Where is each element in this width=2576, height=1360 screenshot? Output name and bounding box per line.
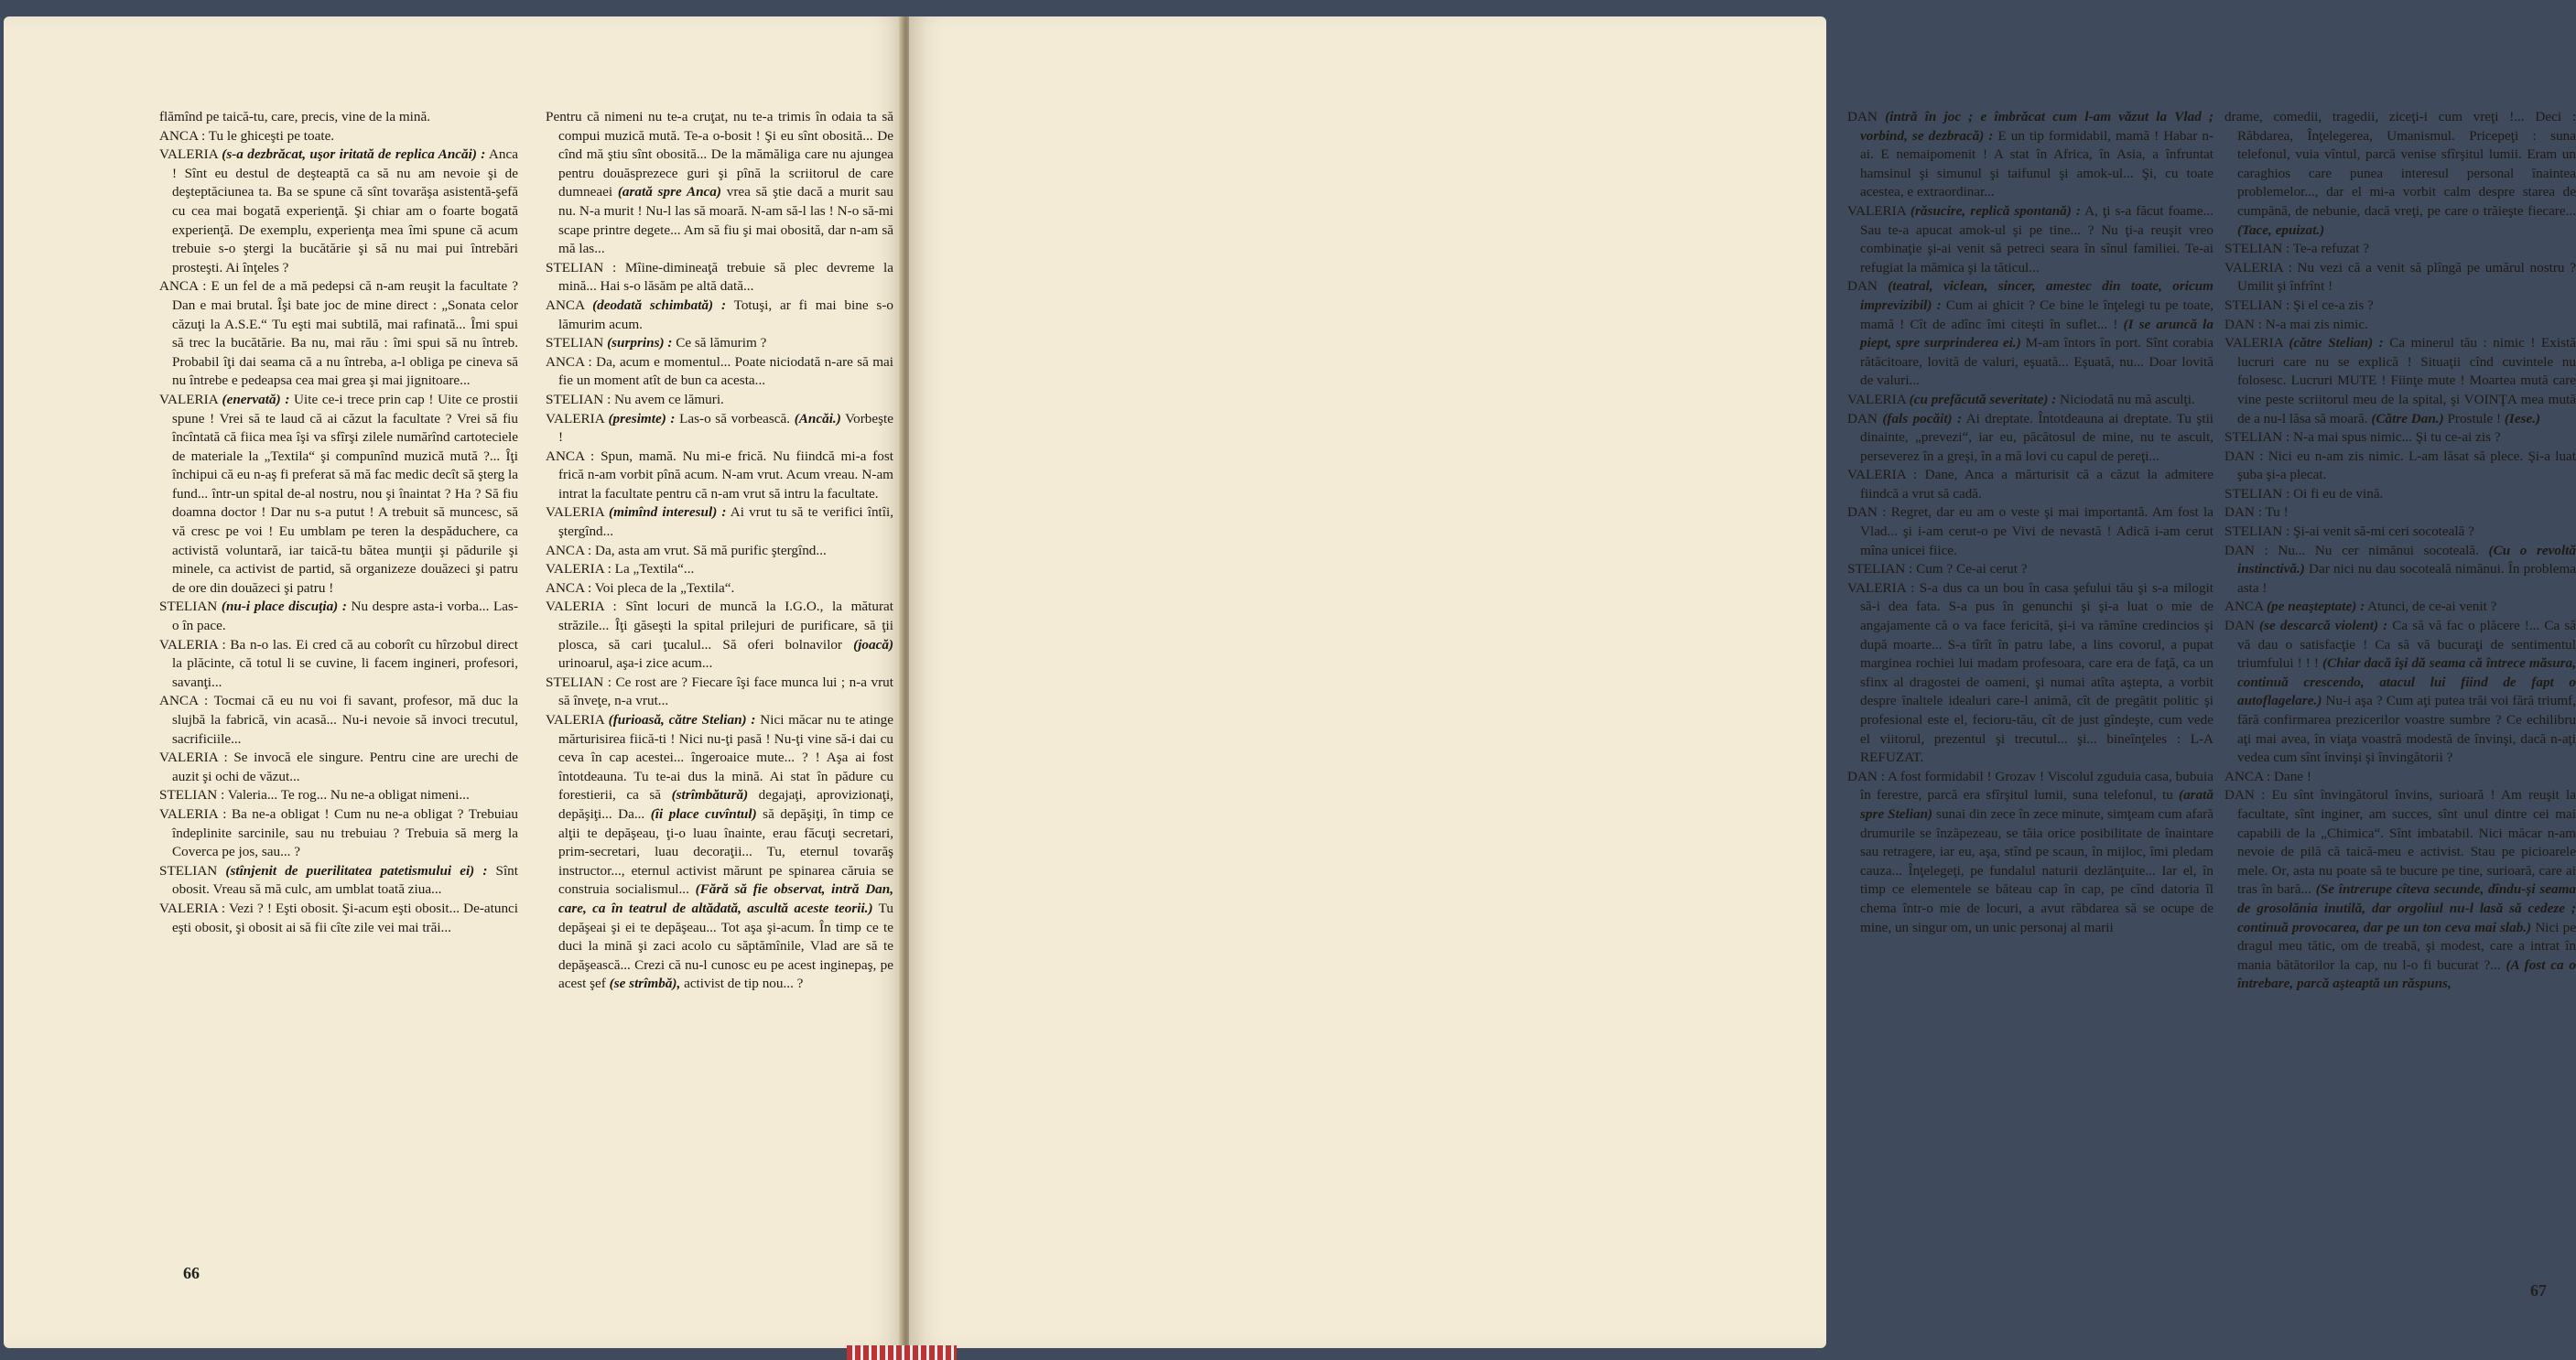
dialogue-text: ANCA : Tu le ghiceşti pe toate. [159,127,335,144]
dialogue-text: DAN : Regret, dar eu am o veste şi mai importantă. Am fost la Vlad... şi i-am cerut-o pe Vivi de nevastă ! Adică i-am cerut mîna unicei fiice. [1847,504,2213,558]
dialogue-text: DAN [1847,410,1883,426]
dialogue-paragraph [546,391,893,410]
stage-direction: (Se întrerupe cîteva secunde, dîndu-şi seama de grosolănia inutilă, dar orgoliul nu-l lasă să cedeze ; continuă provocarea, dar pe un ton ceva mai slab.) [2237,881,2576,935]
dialogue-text: ANCA [2224,599,2267,615]
stage-direction: (Chiar dacă îşi dă seama că întrece măsura, continuă crescendo, atacul lui fiind de fapt o autoflagelare.) [2237,655,2576,709]
stage-direction: (mimînd interesul) : [609,504,727,521]
dialogue-paragraph [546,598,893,673]
dialogue-text: ANCA : E un fel de a mă pedepsi că n-am reuşit la facultate ? Dan e mai brutal. Îşi bate joc de mine direct : „Sonata celor căzuţi la A.S.E.“ Tu eşti mai subtilă, mai rafinată... Îmi spui să trec la bucătărie. Ba nu, mai rău : îmi spui să nu întreb. Probabil îţi dai seama că a nu întreba, a-l obliga pe cineva să nu întrebe e pedeapsa cea mai grea şi mai jignitoare... [159,278,518,389]
dialogue-text: VALERIA : Sînt locuri de muncă la I.G.O., la măturat străzile... Îţi găseşti la spital prilejuri de purificare, să ţii plosca, să cari ţucalul... Să oferi bolnavilor [546,599,893,653]
dialogue-text: STELIAN [546,335,608,351]
dialogue-paragraph [546,448,893,504]
stage-direction: (enervată) : [222,391,290,407]
dialogue-text: ANCA : Da, asta am vrut. Să mă purific ştergînd... [546,542,827,558]
left-page [4,16,904,1348]
dialogue-paragraph [546,410,893,448]
dialogue-text: vrea să ştie dacă a murit sau nu. N-a murit ! Nu-l las să moară. N-am să-l las ! N-o să-mi scape printre degete... Am să fiu şi mai obosită, dar n-am să mă las... [558,184,893,257]
stage-direction: (se descarcă violent) : [2259,618,2388,634]
stage-direction: (arată spre Stelian) [1860,787,2213,822]
page-number-left: 66 [183,1264,200,1282]
left-column-1 [159,108,518,937]
dialogue-text: STELIAN : Valeria... Te rog... Nu ne-a obligat nimeni... [159,787,470,804]
dialogue-paragraph [2224,523,2576,542]
dialogue-paragraph [2224,428,2576,448]
dialogue-text: VALERIA [546,712,609,728]
dialogue-text: VALERIA : Vezi ? ! Eşti obosit. Şi-acum eşti obosit... De-atunci eşti obosit, şi obosit ai să fii cîte zile vei mai trăi... [159,900,518,935]
dialogue-paragraph [1847,391,2213,410]
dialogue-text: Las-o să vorbească. [675,410,795,426]
dialogue-text: urinoarul, aşa-i zice acum... [558,655,713,672]
dialogue-text: STELIAN : Mîine-dimineaţă trebuie să plec devreme la mină... Hai s-o lăsăm pe altă dată... [546,259,893,295]
dialogue-text: ANCA : Dane ! [2224,768,2311,784]
stage-direction: (surprins) : [607,335,673,351]
dialogue-paragraph [1847,277,2213,391]
dialogue-text: Ai dreptate. Întotdeauna ai dreptate. Tu ştii dinainte, „prevezi“, iar eu, păcătosul de mine, nu te ascult, perseverez în a greşi, în a mă lovi cu capul de pereţi... [1860,410,2214,464]
dialogue-paragraph [1847,108,2213,202]
stage-direction: (s-a dezbrăcat, uşor iritată de replica Ancăi) : [222,146,486,163]
dialogue-text: Ca să vă fac o plăcere !... Ca să vă dau o satisfacţie ! Ca să vă bucuraţi de sentimentul triumfului ! ! ! [2237,618,2576,672]
dialogue-text: Ca minerul tău : nimic ! Există lucruri care nu se explică ! Situaţii cînd cuvintele nu folosesc. Lucruri MUTE ! Fiinţe mute ! Moartea mută care vine peste scriitorul meu de la spital, şi VOINŢA mea mută de a nu-l lăsa să moară. [2237,335,2576,426]
dialogue-text: DAN [2224,618,2260,634]
dialogue-paragraph [546,711,893,994]
dialogue-text: flămînd pe taică-tu, care, precis, vine de la mină. [159,109,431,124]
dialogue-paragraph [1847,503,2213,560]
dialogue-text: degajaţi, aprovizionaţi, depăşiţi... Da... [558,787,894,822]
dialogue-paragraph [159,749,518,786]
stage-direction: (A fost ca o întrebare, parcă aşteaptă un răspuns, [2237,956,2576,992]
dialogue-paragraph [159,805,518,862]
dialogue-paragraph [1847,560,2213,579]
dialogue-paragraph [159,900,518,937]
stage-direction: (Cu o revoltă instinctivă.) [2237,542,2576,577]
dialogue-text: STELIAN : Cum ? Ce-ai cerut ? [1847,561,2028,577]
dialogue-text: STELIAN [159,599,222,615]
stage-direction: (presimte) : [608,410,676,426]
dialogue-paragraph [159,692,518,749]
stage-direction: (arată spre Anca) [617,184,721,200]
dialogue-paragraph [546,259,893,297]
dialogue-text: ANCA [546,297,593,313]
dialogue-paragraph [546,353,893,391]
dialogue-text: VALERIA : S-a dus ca un bou în casa şefului tău şi s-a milogit să-i dea fata. S-a pus în genunchi şi şi-a luat o mie de angajamente că o va face fericită, şi-i va rămîne credincios şi după moarte... S-a tîrît în patru labe, a lins covorul, a pupat marginea rochiei lui madam profesoara, care era de faţă, ca un sfinx al dragostei de oameni, şi numai atîta aştepta, a vorbit despre înaltele idealuri care-l animă, cît de pregătit politic şi profesional este el, fecioru-tău, cît de just gîndeşte, cum vede el viitorul, prezentul şi trecutul... şi... bineînţeles : L-A REFUZAT. [1847,579,2213,766]
dialogue-paragraph [159,277,518,391]
dialogue-paragraph [2224,334,2576,428]
dialogue-text: Anca ! Sînt eu destul de deşteaptă ca să nu am nevoie şi de deşteptăciunea ta. Ba se spune că sînt tovarăşa asistentă-şefă cu cea mai bogată experienţă. Şi chiar am o foarte bogată experienţă. De exemplu, experienţa mea îmi spune că acum trebuie s-o ştergi la bucătărie şi să nu mai pui întrebări prosteşti. Ai înţeles ? [172,146,518,275]
right-column-1 [1847,108,2213,937]
dialogue-text: ANCA : Voi pleca de la „Textila“. [546,579,735,596]
dialogue-text: Nici măcar nu te atinge mărturisirea fiică-ti ! Nici nu-ţi pasă ! Nu-ţi vine să-i dai cu ceva în cap acestei... îngeroaice mute... ? ! Aşa ai fost întotdeauna. Tu te-ai dus la mină. Ai stat în pădure cu forestierii, ca să [558,712,893,804]
spine-bookmark [847,1345,957,1360]
dialogue-text: DAN : N-a mai zis nimic. [2224,316,2368,332]
dialogue-text: VALERIA [1847,391,1910,407]
stage-direction: (cu prefăcută severitate) : [1909,391,2057,407]
dialogue-paragraph [2224,316,2576,335]
dialogue-paragraph [159,786,518,805]
dialogue-paragraph [2224,542,2576,599]
dialogue-text: DAN : Nu... Nu cer nimănui socoteală. [2224,542,2489,558]
dialogue-paragraph [2224,297,2576,316]
stage-direction: (Către Dan.) [2371,410,2444,426]
stage-direction: (pe neaşteptate) : [2267,599,2365,615]
dialogue-paragraph [2224,448,2576,485]
dialogue-paragraph [2224,768,2576,787]
dialogue-text: Totuşi, ar fi mai bine s-o lămurim acum. [558,297,893,332]
dialogue-text: VALERIA : Nu vezi că a venit să plîngă pe umărul nostru ? Umilit şi înfrînt ! [2224,259,2576,295]
dialogue-text: Tu depăşeai şi ei te depăşeau... Tot aşa şi-acum. În timp ce te duci la mină şi zaci acolo cu săptămînile, Vlad are să te depăşească... Crezi că nu-l cunosc eu pe acest inginераş, pe acest şef [558,900,893,992]
dialogue-paragraph [159,146,518,277]
dialogue-text: STELIAN : Nu avem ce lămuri. [546,391,724,407]
dialogue-paragraph [2224,108,2576,240]
stage-direction: (îi place cuvîntul) [650,805,757,822]
dialogue-text: Vorbeşte ! [558,410,894,446]
right-column-2 [2224,108,2576,994]
stage-direction: (Tace, epuizat.) [2237,221,2325,238]
dialogue-text: Ce să lămurim ? [672,335,767,351]
dialogue-text: E un tip formidabil, mamă ! Habar n-ai. E nemaipomenit ! A stat în Africa, în Asia, a înfruntat hamsinul şi simunul şi taifunul şi amok-ul... Şi, cu toate acestea, e extraordinar... [1860,127,2213,200]
dialogue-text: ANCA : Spun, mamă. Nu mi-e frică. Nu fiindcă mi-a fost frică n-am vorbit pînă acum. N-am vrut. Acum vreau. N-am intrat la facultate pentru că n-am vrut să intru la facultate. [546,448,893,502]
dialogue-text: ANCA : Da, acum e momentul... Poate niciodată n-are să mai fie un moment atît de bun ca acesta... [546,353,893,389]
dialogue-text: DAN : Nici eu n-am zis nimic. L-am lăsat să plece. Şi-a luat şuba şi-a plecat. [2224,448,2576,483]
dialogue-text: activist de tip nou... ? [680,976,804,992]
dialogue-text: Nu-i aşa ? Cum aţi putea trăi voi fără triumf, fără confirmarea prezicerilor voastre sumbre ? Ce echilibru aţi mai avea, în viaţa voastră modestă de învinşi, dacă n-aţi vedea cum sînt învinşi şi învingătorii ? [2237,693,2576,766]
stage-direction: (Iese.) [2504,410,2541,426]
stage-direction: (I se aruncă la piept, spre surprinderea ei.) [1860,316,2213,351]
dialogue-text: Cum ai ghicit ? Ce bine le înţelegi tu pe toate, mamă ! Cît de adînc îmi citeşti în suflet... ! [1860,297,2213,332]
dialogue-text: Niciodată nu mă asculţi. [2056,391,2195,407]
dialogue-text: VALERIA [1847,202,1910,219]
stage-direction: (se strîmbă), [609,976,681,992]
dialogue-text: sunai din zece în zece minute, simţeam cum afară drumurile se înzăpezeau, se tăia orice posibilitate de înaintare sau retragere, iar eu, aşa, stînd pe scaun, în mijloc, îmi pledam cauza... Înţelegeţi, pe fundalul naturii dezlănţuite... Iar el, în timp ce elementele se băteau cap în cap, pe cînd datoria îl chema într-o mie de locuri, a avut răbdarea să se ocupe de mine, un singur om, un unic personaj al marii [1860,805,2213,935]
stage-direction: (stînjenit de puerilitatea patetismului ei) : [225,862,488,879]
dialogue-text: Ai vrut tu să te verifici întîi, ştergînd... [558,504,893,540]
dialogue-text: DAN : Eu sînt învingătorul învins, surioară ! Am reuşit la facultate, sînt inginer, am succes, sînt unul dintre cei mai capabili de la „Chimica“. Sînt imbatabil. Nici măcar n-am nevoie de pilă că taică-meu e activist. Stau pe picioarele mele. Or, asta nu poate să te bucure pe tine, surioară, care ai tras în bară... [2224,787,2576,898]
dialogue-text: A, ţi s-a făcut foame... Sau te-a apucat amok-ul şi pe tine... ? Nu ţi-a reuşit vreo combinaţie şi-ai venit să petreci seara în sînul familiei. Te-ai refugiat la mămica şi la tăticul... [1860,202,2213,275]
dialogue-paragraph [546,334,893,353]
dialogue-text: VALERIA : Dane, Anca a mărturisit că a căzut la admitere fiindcă a vrut să cadă. [1847,467,2213,502]
dialogue-text: Nici pe dragul meu tătic, om de treabă, şi modest, care a intrat în mania bătătorilor la cap, nu l-o fi bucurat ?... [2237,919,2576,973]
dialogue-paragraph [2224,598,2576,617]
dialogue-text: STELIAN : Oi fi eu de vină. [2224,485,2384,502]
dialogue-text: M-am întors în port. Sînt corabia rătăcitoare, lovită de valuri, eşuată... Eşuată, nu... Doar lovită de valuri... [1860,335,2214,389]
dialogue-text: STELIAN : Te-a refuzat ? [2224,241,2370,257]
dialogue-paragraph [1847,202,2213,277]
dialogue-paragraph [1847,410,2213,467]
dialogue-text: VALERIA [546,410,609,426]
dialogue-paragraph [546,108,893,259]
dialogue-text: VALERIA : Se invocă ele singure. Pentru cine are urechi de auzit şi ochi de văzut... [159,750,518,784]
dialogue-text: DAN [1847,109,1886,124]
stage-direction: (intră în joc ; e îmbrăcat cum l-am văzut la Vlad ; vorbind, se dezbracă) : [1860,109,2214,144]
dialogue-text: drame, comedii, tragedii, ziceţi-i cum vreţi !... Deci : Răbdarea, Înţelegerea, Umanismul. Pricepeţi : suna telefonul, vuia vîntul, parcă venise sfîrşitul lumii. Eram un caraghios care punea interesul personal înaintea problemelor..., dar el mi-a vorbit calm despre starea de cumpănă, de nebunie, dacă vreţi, pe care o trăieşte fiecare... [2224,109,2576,219]
dialogue-paragraph [2224,259,2576,297]
dialogue-paragraph [2224,503,2576,523]
dialogue-paragraph [2224,617,2576,768]
dialogue-paragraph [1847,579,2213,768]
dialogue-text: VALERIA [159,146,222,163]
dialogue-text: VALERIA : Ba ne-a obligat ! Cum nu ne-a obligat ? Trebuiau îndeplinite sarcinile, sau nu trebuiau ? Trebuia să merg la Coverca pe jos, sau... ? [159,805,518,860]
dialogue-text: Sînt obosit. Vreau să mă culc, am umblat toată ziua... [172,862,518,898]
dialogue-paragraph [159,391,518,599]
dialogue-paragraph [159,636,518,693]
stage-direction: (Ancăi.) [794,410,841,426]
dialogue-paragraph [546,503,893,541]
dialogue-text: VALERIA [2224,335,2289,351]
dialogue-paragraph [159,598,518,635]
dialogue-text: Dar nici nu dau socoteală nimănui. În problema asta ! [2237,561,2576,596]
dialogue-text: VALERIA : La „Textila“... [546,561,695,577]
dialogue-paragraph [1847,466,2213,503]
dialogue-paragraph [159,127,518,146]
stage-direction: (strîmbătură) [671,787,749,804]
stage-direction: (nu-i place discuţia) : [221,599,347,615]
dialogue-text: ANCA : Tocmai că eu nu voi fi savant, profesor, mă duc la slujbă la fabrică, vin acasă... Nu-i nevoie să invoci trecutul, sacrificiile... [159,693,518,747]
dialogue-paragraph [546,297,893,334]
dialogue-text: DAN [1847,278,1889,295]
dialogue-paragraph [546,674,893,711]
dialogue-text: Nu despre asta-i vorba... Las-o în pace. [172,599,518,634]
stage-direction: (joacă) [853,636,893,653]
dialogue-text: VALERIA [546,504,610,521]
dialogue-text: VALERIA : Ba n-o las. Ei cred că au coborît cu hîrzobul direct la plăcinte, că totul li se cuvine, li facem ingineri, profesori, savanţi... [159,636,518,690]
right-page [909,16,2576,1348]
stage-direction: (fals pocăit) : [1882,410,1963,426]
dialogue-text: STELIAN [159,862,226,879]
stage-direction: (răsucire, replică spontană) : [1910,202,2081,219]
dialogue-paragraph [546,542,893,561]
dialogue-paragraph [2224,786,2576,994]
dialogue-paragraph [546,560,893,579]
dialogue-text: STELIAN : N-a mai spus nimic... Şi tu ce-ai zis ? [2224,429,2501,446]
dialogue-text: VALERIA [159,391,222,407]
dialogue-paragraph [159,862,518,900]
dialogue-text: Prostule ! [2443,410,2505,426]
dialogue-paragraph [1847,768,2213,937]
dialogue-text: STELIAN : Ce rost are ? Fiecare îşi face munca lui ; n-a vrut să înveţe, n-a vrut... [546,674,893,709]
page-number-right: 67 [2530,1281,2547,1300]
dialogue-text: STELIAN : Şi el ce-a zis ? [2224,297,2374,313]
stage-direction: (către Stelian) : [2289,335,2384,351]
dialogue-text: DAN : A fost formidabil ! Grozav ! Viscolul zguduia casa, bubuia în ferestre, parcă era sfîrşitul lumii, suna telefonul, tu [1847,768,2213,804]
dialogue-paragraph [546,579,893,599]
dialogue-text: Atunci, de ce-ai venit ? [2365,599,2497,615]
dialogue-text: să depăşiţi, în timp ce alţii te depăşeau, ţi-o luau înainte, erau făcuţi secretari, prim-secretari, luau decoraţii... Tu, eternul tovarăş instructor..., eternul activist mărunt pe spinarea căruia se construia socialismul... [558,805,893,898]
stage-direction: (deodată schimbată) : [592,297,727,313]
dialogue-paragraph [2224,240,2576,259]
left-column-2 [546,108,893,994]
dialogue-text: STELIAN : Şi-ai venit să-mi ceri socoteală ? [2224,523,2474,540]
dialogue-paragraph [2224,485,2576,504]
dialogue-paragraph [159,108,518,127]
stage-direction: (furioasă, către Stelian) : [608,712,756,728]
stage-direction: (teatral, viclean, sincer, amestec din toate, oricum imprevizibil) : [1860,278,2213,313]
dialogue-text: DAN : Tu ! [2224,504,2289,521]
dialogue-text: Uite ce-i trece prin cap ! Uite ce prostii spune ! Vrei să te laud că ai căzut la facultate ? Vrei să fiu încîntată că fiica mea îşi va sfîrşi zilele numărînd cartoteciele de materiale la „Textila“ şi compunînd muzică mută ?... Îţi închipui că eu n-aş fi preferat să mă fac medic decît să şterg la fund... într-un spital de-al nostru, nou şi înaintat ? Ha ? Să fiu doamna doctor ! Dar nu s-a putut ! A trebuit să muncesc, să vă cresc pe voi ! Eu umblam pe teren la despăducherе, ca activistă voluntară, iar taică-tu bătea munţii şi pădurile şi minele, ca activist de partid, să organizeze douăzeci şi patru de ore din douăzeci şi patru ! [172,391,518,596]
dialogue-text: Pentru că nimeni nu te-a cruţat, nu te-a trimis în odaia ta să compui muzică mută. Te-a o-bosit ! Şi eu sînt obosită... De cînd mă ştiu sînt obosită... De la mămăliga care nu ajungea pentru douăsprezece guri şi pînă la scriitorul de care dumneaei [546,109,893,200]
stage-direction: (Fără să fie observat, intră Dan, care, ca în teatrul de altădată, ascultă aceste teorii.) [558,881,893,916]
